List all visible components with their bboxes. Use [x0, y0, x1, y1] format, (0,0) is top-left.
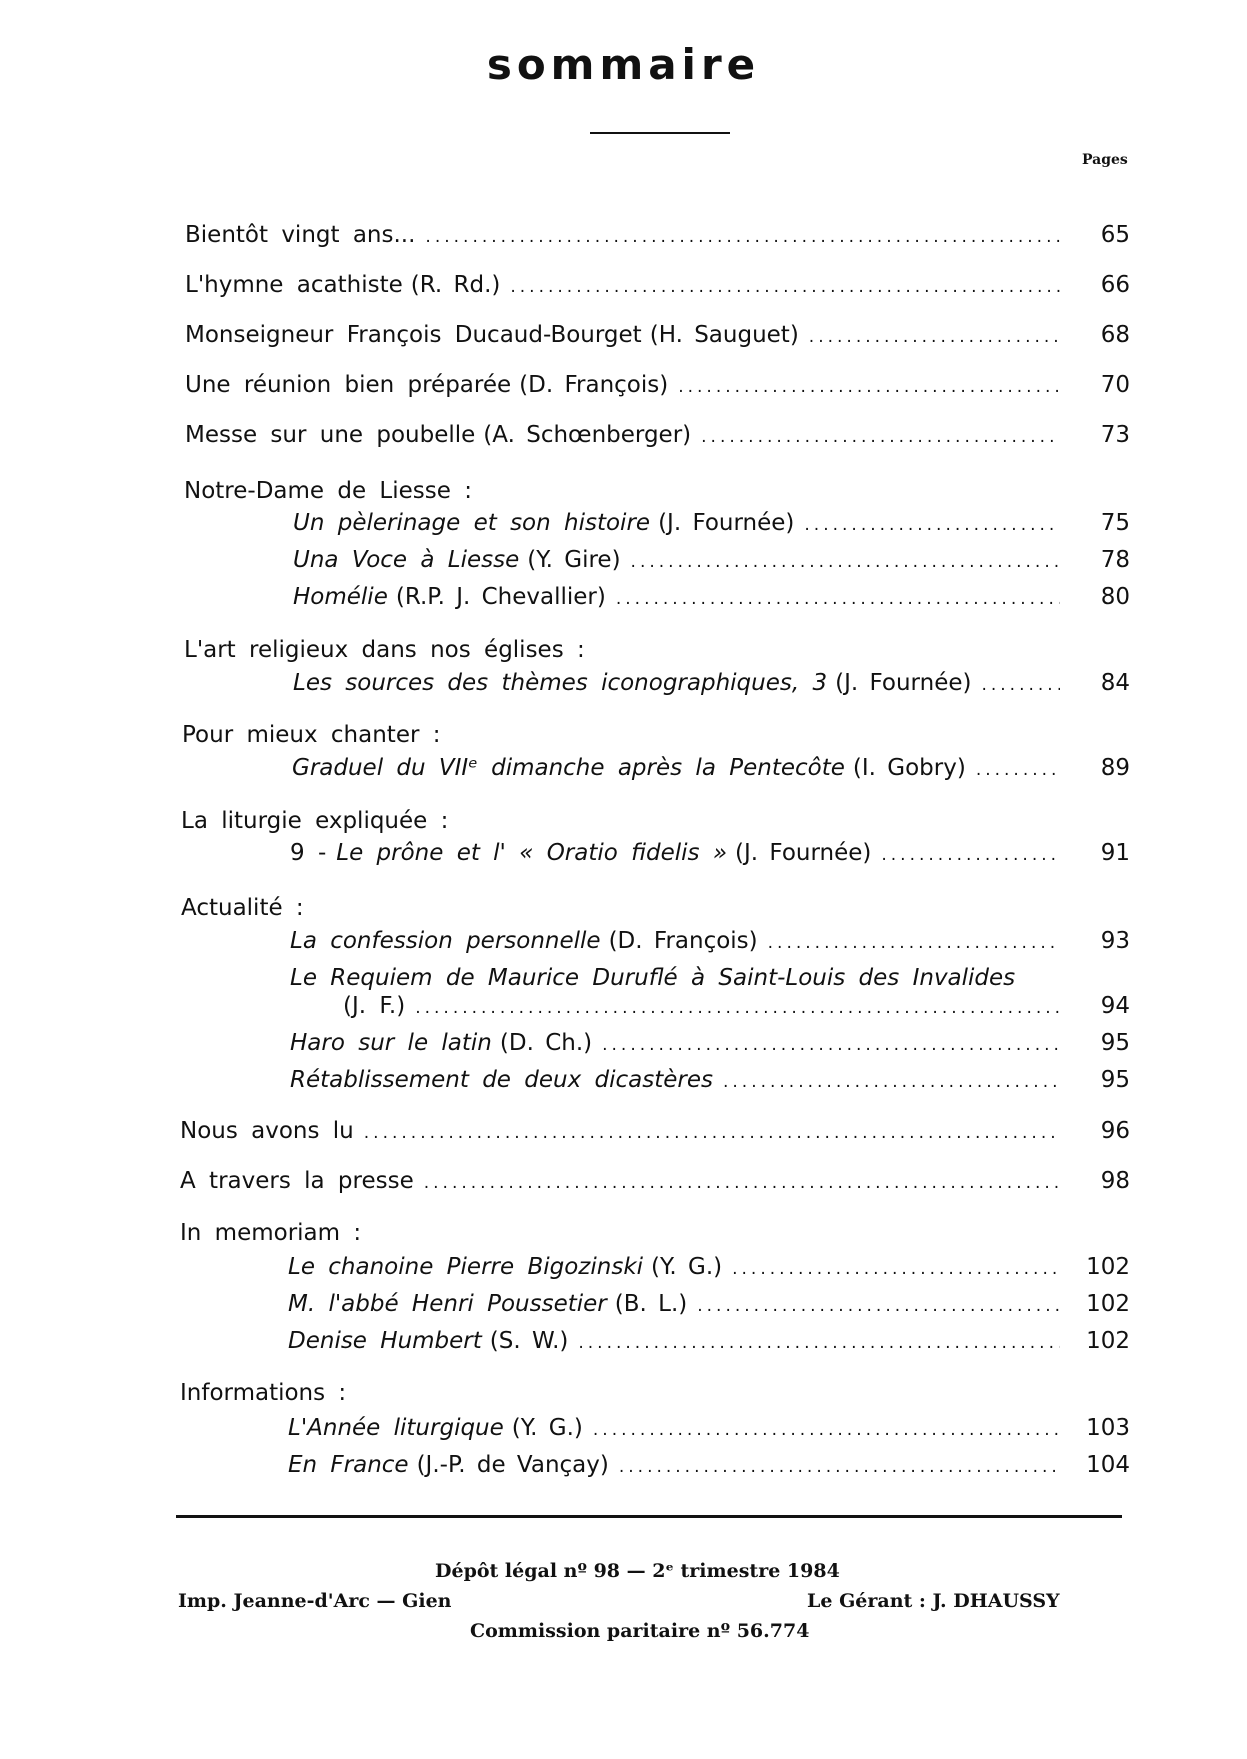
toc-entry[interactable] [290, 928, 1130, 960]
entry-page: 68 [1100, 322, 1130, 348]
entry-page: 80 [1100, 584, 1130, 610]
leader-dots [976, 760, 1060, 780]
entry-title: A travers la presse [180, 1168, 414, 1194]
toc-entry[interactable] [185, 222, 1130, 254]
toc-entry[interactable] [293, 510, 1130, 542]
entry-page: 93 [1100, 928, 1130, 954]
entry-title[interactable]: Le Requiem de Maurice Duruflé à Saint-Louis des Invalides [290, 965, 1016, 991]
entry-title: Homélie [293, 584, 388, 610]
section-heading: La liturgie expliquée : [181, 808, 449, 834]
entry-page: 70 [1100, 372, 1130, 398]
leader-dots [510, 277, 1060, 297]
entry-author: (D. François) [519, 372, 669, 398]
section-heading: Informations : [180, 1380, 347, 1406]
entry-author: (D. François) [608, 928, 758, 954]
entry-title: Una Voce à Liesse [293, 547, 520, 573]
toc-entry[interactable] [343, 993, 1130, 1025]
leader-dots [881, 845, 1060, 865]
leader-dots [364, 1123, 1060, 1143]
entry-author: (B. L.) [614, 1291, 688, 1317]
entry-page: 102 [1086, 1328, 1130, 1354]
leader-dots [809, 327, 1060, 347]
section-heading: Actualité : [181, 895, 304, 921]
entry-page: 84 [1100, 670, 1130, 696]
entry-author: (Y. G.) [651, 1254, 723, 1280]
entry-number: 9 - [290, 840, 327, 866]
leader-dots [424, 1173, 1060, 1193]
leader-dots [678, 377, 1060, 397]
toc-entry[interactable] [185, 372, 1130, 404]
entry-title: Haro sur le latin [290, 1030, 492, 1056]
toc-entry[interactable] [290, 840, 1130, 872]
toc-entry[interactable] [180, 1118, 1130, 1150]
leader-dots [732, 1259, 1060, 1279]
depot-legal: Dépôt légal nº 98 — 2ᵉ trimestre 1984 [435, 1560, 840, 1582]
entry-author: (R. Rd.) [410, 272, 501, 298]
entry-page: 75 [1100, 510, 1130, 536]
entry-page: 98 [1100, 1168, 1130, 1194]
pages-header: Pages [1082, 152, 1128, 168]
entry-author: (H. Sauguet) [649, 322, 799, 348]
leader-dots [425, 227, 1060, 247]
toc-entry[interactable] [288, 1291, 1130, 1323]
entry-author: (J. F.) [343, 993, 406, 1019]
leader-dots [723, 1072, 1060, 1092]
section-heading: L'art religieux dans nos églises : [184, 637, 585, 663]
entry-page: 94 [1100, 993, 1130, 1019]
entry-page: 78 [1100, 547, 1130, 573]
entry-page: 89 [1100, 755, 1130, 781]
entry-page: 66 [1100, 272, 1130, 298]
toc-entry[interactable] [288, 1452, 1130, 1484]
leader-dots [578, 1333, 1060, 1353]
leader-dots [415, 998, 1060, 1018]
entry-title: Bientôt vingt ans... [185, 222, 416, 248]
entry-title: Nous avons lu [180, 1118, 354, 1144]
entry-title: Rétablissement de deux dicastères [290, 1067, 713, 1093]
entry-page: 96 [1100, 1118, 1130, 1144]
toc-entry[interactable] [290, 1030, 1130, 1062]
entry-title: L'hymne acathiste [185, 272, 403, 298]
leader-dots [631, 552, 1060, 572]
entry-author: (I. Gobry) [852, 755, 966, 781]
entry-title: Le prône et l' « Oratio fidelis » [336, 840, 728, 866]
entry-page: 95 [1100, 1067, 1130, 1093]
entry-title: Denise Humbert [288, 1328, 482, 1354]
leader-dots [619, 1457, 1060, 1477]
leader-dots [616, 589, 1060, 609]
entry-title: Le chanoine Pierre Bigozinski [288, 1254, 644, 1280]
toc-entry[interactable] [180, 1168, 1130, 1200]
entry-author: (S. W.) [489, 1328, 569, 1354]
entry-page: 65 [1100, 222, 1130, 248]
toc-entry[interactable] [185, 422, 1130, 454]
entry-title: Graduel du VIIᵉ dimanche après la Pentecôte [292, 755, 845, 781]
entry-author: (J. Fournée) [835, 670, 972, 696]
entry-title: M. l'abbé Henri Poussetier [288, 1291, 607, 1317]
toc-entry[interactable] [293, 584, 1130, 616]
toc-entry[interactable] [288, 1328, 1130, 1360]
toc-entry[interactable] [293, 547, 1130, 579]
toc-entry[interactable] [292, 755, 1130, 787]
leader-dots [804, 515, 1060, 535]
entry-page: 102 [1086, 1254, 1130, 1280]
entry-page: 91 [1100, 840, 1130, 866]
entry-page: 104 [1086, 1452, 1130, 1478]
entry-author: (Y. G.) [511, 1415, 583, 1441]
entry-page: 103 [1086, 1415, 1130, 1441]
entry-title: Messe sur une poubelle [185, 422, 476, 448]
entry-page: 95 [1100, 1030, 1130, 1056]
page-title: sommaire [486, 40, 761, 89]
entry-title: Un pèlerinage et son histoire [293, 510, 651, 536]
entry-author: (R.P. J. Chevallier) [395, 584, 606, 610]
commission-paritaire: Commission paritaire nº 56.774 [470, 1620, 810, 1642]
entry-author: (A. Schœnberger) [483, 422, 692, 448]
section-heading: Pour mieux chanter : [182, 722, 441, 748]
entry-title: Une réunion bien préparée [185, 372, 512, 398]
toc-entry[interactable] [290, 1067, 1130, 1099]
toc-entry[interactable] [293, 670, 1130, 702]
entry-page: 73 [1100, 422, 1130, 448]
leader-dots [981, 675, 1060, 695]
entry-author: (J.-P. de Vançay) [416, 1452, 609, 1478]
toc-entry[interactable] [288, 1415, 1130, 1447]
leader-dots [697, 1296, 1060, 1316]
entry-author: (J. Fournée) [735, 840, 872, 866]
leader-dots [602, 1035, 1060, 1055]
entry-page: 102 [1086, 1291, 1130, 1317]
toc-entry[interactable] [288, 1254, 1130, 1286]
entry-author: (J. Fournée) [658, 510, 795, 536]
entry-title: L'Année liturgique [288, 1415, 504, 1441]
entry-title: La confession personnelle [290, 928, 601, 954]
leader-dots [701, 427, 1060, 447]
section-heading: In memoriam : [180, 1220, 362, 1246]
entry-title: En France [288, 1452, 409, 1478]
entry-title: Monseigneur François Ducaud-Bourget [185, 322, 642, 348]
entry-author: (Y. Gire) [527, 547, 621, 573]
entry-author: (D. Ch.) [499, 1030, 593, 1056]
leader-dots [768, 933, 1060, 953]
entry-title: Les sources des thèmes iconographiques, 3 [293, 670, 828, 696]
toc-entry[interactable] [185, 322, 1130, 354]
gerant: Le Gérant : J. DHAUSSY [807, 1590, 1060, 1612]
leader-dots [593, 1420, 1060, 1440]
footer-rule [176, 1515, 1122, 1518]
toc-entry[interactable] [185, 272, 1130, 304]
imprimeur: Imp. Jeanne-d'Arc — Gien [178, 1590, 452, 1612]
section-heading: Notre-Dame de Liesse : [184, 478, 472, 504]
